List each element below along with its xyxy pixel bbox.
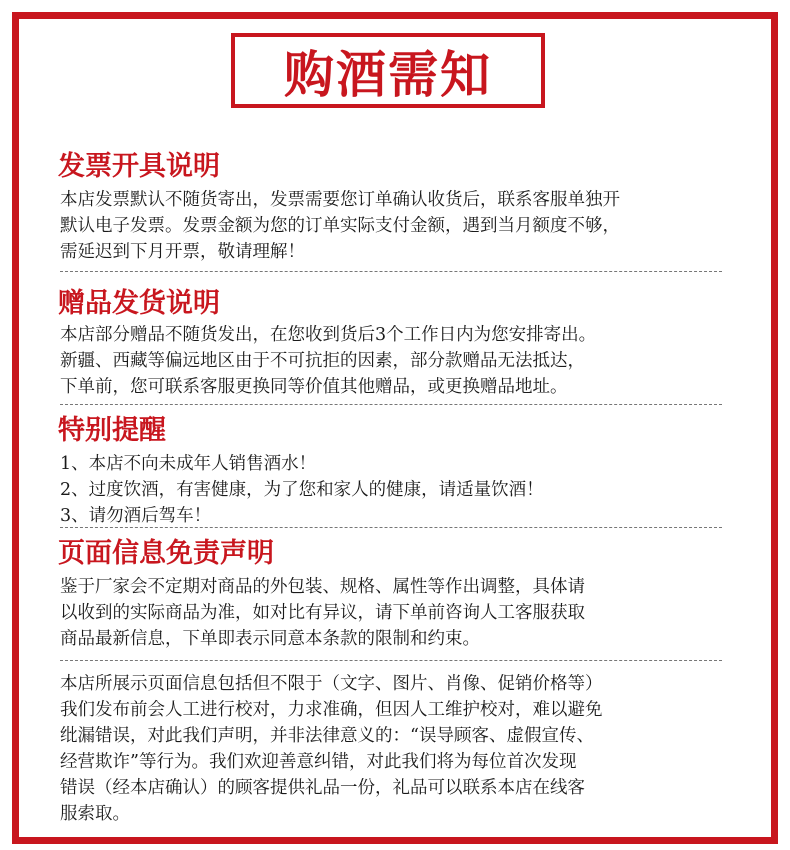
disclaimer-line: 鉴于厂家会不定期对商品的外包装、规格、属性等作出调整，具体请 [60,577,585,597]
page-title: 购酒需知 [284,45,492,104]
disclaimer-paragraph [60,574,725,652]
statement-line: 经营欺诈”等行为。我们欢迎善意纠错，对此我们将为每位首次发现 [60,752,577,772]
statement-line: 我们发布前会人工进行校对，力求准确，但因人工维护校对，难以避免 [60,700,603,720]
invoice-paragraph [60,187,725,265]
gift-shipping-paragraph [60,322,725,400]
divider [60,527,722,528]
gift-shipping-heading: 赠品发货说明 [58,288,220,319]
reminder-item: 1、本店不向未成年人销售酒水！ [60,454,317,474]
disclaimer-line: 以收到的实际商品为准，如对比有异议，请下单前咨询人工客服获取 [60,603,585,623]
invoice-line: 本店发票默认不随货寄出，发票需要您订单确认收货后，联系客服单独开 [60,190,620,210]
gift-shipping-line: 本店部分赠品不随货发出，在您收到货后3个工作日内为您安排寄出。 [60,325,597,345]
invoice-line: 需延迟到下月开票，敬请理解！ [60,242,305,262]
disclaimer-line: 商品最新信息，下单即表示同意本条款的限制和约束。 [60,629,480,649]
gift-shipping-line: 下单前，您可联系客服更换同等价值其他赠品，或更换赠品地址。 [60,377,568,397]
reminder-item: 2、过度饮酒，有害健康，为了您和家人的健康，请适量饮酒！ [60,480,544,500]
divider [60,404,722,405]
gift-shipping-line: 新疆、西藏等偏远地区由于不可抗拒的因素，部分款赠品无法抵达， [60,351,585,371]
disclaimer-heading: 页面信息免责声明 [58,538,274,569]
divider [60,271,722,272]
title-box [231,33,545,108]
page-info-statement [60,671,725,827]
special-reminder-heading: 特别提醒 [58,415,166,446]
divider [60,660,722,661]
invoice-line: 默认电子发票。发票金额为您的订单实际支付金额，遇到当月额度不够， [60,216,620,236]
statement-line: 纰漏错误，对此我们声明，并非法律意义的：“误导顾客、虚假宣传、 [60,726,594,746]
statement-line: 错误（经本店确认）的顾客提供礼品一份，礼品可以联系本店在线客 [60,778,585,798]
statement-line: 本店所展示页面信息包括但不限于（文字、图片、肖像、促销价格等） [60,674,603,694]
special-reminder-paragraph [60,451,725,529]
reminder-item: 3、请勿酒后驾车！ [60,506,212,526]
statement-line: 服索取。 [60,804,130,824]
invoice-heading: 发票开具说明 [58,151,220,182]
